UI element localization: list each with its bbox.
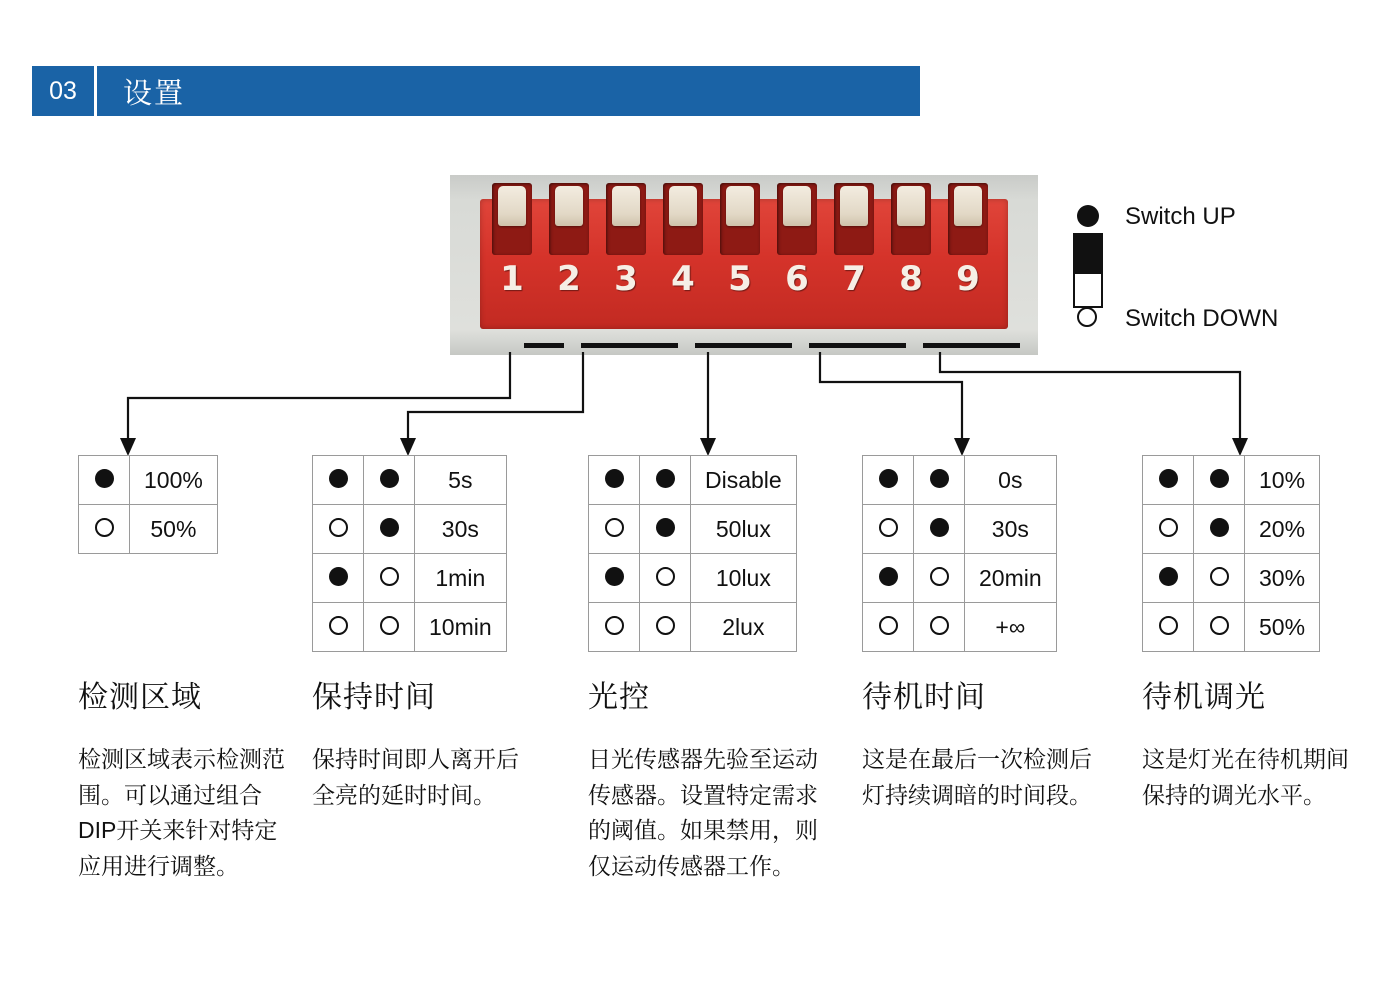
hollow-circle-icon bbox=[1210, 567, 1229, 586]
hollow-circle-icon bbox=[605, 518, 624, 537]
filled-circle-icon bbox=[1159, 567, 1178, 586]
column-body: 日光传感器先验至运动传感器。设置特定需求的阈值。如果禁用，则仅运动传感器工作。 bbox=[588, 746, 818, 879]
dip-lever-icon bbox=[726, 186, 754, 226]
dip-switch-3[interactable] bbox=[606, 183, 646, 255]
table-cell-value: 10min bbox=[415, 603, 507, 652]
table-row bbox=[313, 554, 507, 603]
dip-config-table bbox=[588, 455, 797, 652]
filled-circle-icon bbox=[1210, 518, 1229, 537]
filled-circle-icon bbox=[656, 469, 675, 488]
filled-circle-icon bbox=[930, 518, 949, 537]
dip-config-table bbox=[1142, 455, 1320, 652]
switch-up-icon bbox=[640, 505, 691, 554]
column-title: 检测区域 bbox=[78, 681, 202, 714]
switch-down-icon bbox=[863, 505, 914, 554]
switch-down-icon bbox=[364, 554, 415, 603]
switch-down-icon bbox=[1077, 307, 1097, 327]
filled-circle-icon bbox=[930, 469, 949, 488]
table-cell-value: 50lux bbox=[691, 505, 797, 554]
filled-circle-icon bbox=[656, 518, 675, 537]
table-cell-value: 50% bbox=[1245, 603, 1320, 652]
switch-up-icon bbox=[640, 456, 691, 505]
dip-config-table bbox=[862, 455, 1057, 652]
table-cell-value: 30s bbox=[415, 505, 507, 554]
switch-down-icon bbox=[589, 603, 640, 652]
table-detection-area bbox=[78, 455, 218, 554]
table-standby-dimming bbox=[1142, 455, 1320, 652]
column-standby-dimming bbox=[1142, 672, 1357, 813]
dip-config-table bbox=[312, 455, 507, 652]
switch-down-icon bbox=[1143, 505, 1194, 554]
dip-switch-number-8: 8 bbox=[899, 259, 923, 299]
switch-down-icon bbox=[863, 603, 914, 652]
dip-group-underline-4 bbox=[809, 343, 906, 348]
section-number: 03 bbox=[49, 76, 77, 105]
switch-down-icon bbox=[1194, 603, 1245, 652]
dip-switch-number-9: 9 bbox=[956, 259, 980, 299]
table-cell-value: +∞ bbox=[965, 603, 1057, 652]
table-row bbox=[79, 505, 218, 554]
switch-up-icon bbox=[1077, 205, 1099, 227]
switch-down-icon bbox=[313, 505, 364, 554]
switch-down-icon bbox=[914, 603, 965, 652]
dip-config-table bbox=[78, 455, 218, 554]
dip-group-underline-3 bbox=[695, 343, 792, 348]
switch-down-icon bbox=[589, 505, 640, 554]
dip-switch-1[interactable] bbox=[492, 183, 532, 255]
table-cell-value: 2lux bbox=[691, 603, 797, 652]
hollow-circle-icon bbox=[329, 616, 348, 635]
column-title: 光控 bbox=[588, 681, 650, 714]
column-standby-time bbox=[862, 672, 1097, 813]
table-row bbox=[1143, 505, 1320, 554]
dip-group-underline-1 bbox=[524, 343, 564, 348]
switch-down-icon bbox=[640, 603, 691, 652]
dip-group-underline-2 bbox=[581, 343, 678, 348]
section-title: 设置 bbox=[123, 77, 186, 110]
hollow-circle-icon bbox=[930, 567, 949, 586]
hollow-circle-icon bbox=[879, 616, 898, 635]
table-cell-value: 50% bbox=[130, 505, 218, 554]
hollow-circle-icon bbox=[879, 518, 898, 537]
table-cell-value: 1min bbox=[415, 554, 507, 603]
column-daylight-sensor bbox=[588, 672, 823, 885]
filled-circle-icon bbox=[605, 567, 624, 586]
filled-circle-icon bbox=[380, 518, 399, 537]
column-body: 这是在最后一次检测后灯持续调暗的时间段。 bbox=[862, 746, 1092, 808]
filled-circle-icon bbox=[380, 469, 399, 488]
dip-lever-icon bbox=[555, 186, 583, 226]
dip-switch-number-5: 5 bbox=[728, 259, 752, 299]
table-daylight-sensor bbox=[588, 455, 797, 652]
dip-switch-photo bbox=[450, 175, 1038, 355]
table-row bbox=[1143, 554, 1320, 603]
switch-down-icon bbox=[364, 603, 415, 652]
dip-switch-number-2: 2 bbox=[557, 259, 581, 299]
table-cell-value: 10% bbox=[1245, 456, 1320, 505]
switch-legend bbox=[1065, 195, 1365, 355]
hollow-circle-icon bbox=[1159, 518, 1178, 537]
column-body: 保持时间即人离开后全亮的延时时间。 bbox=[312, 746, 519, 808]
table-cell-value: 20min bbox=[965, 554, 1057, 603]
table-row bbox=[313, 505, 507, 554]
table-cell-value: 10lux bbox=[691, 554, 797, 603]
table-row bbox=[863, 603, 1057, 652]
hollow-circle-icon bbox=[930, 616, 949, 635]
legend-down-label: Switch DOWN bbox=[1125, 305, 1279, 332]
filled-circle-icon bbox=[879, 567, 898, 586]
hollow-circle-icon bbox=[380, 567, 399, 586]
filled-circle-icon bbox=[605, 469, 624, 488]
dip-lever-icon bbox=[897, 186, 925, 226]
switch-up-icon bbox=[914, 505, 965, 554]
filled-circle-icon bbox=[95, 469, 114, 488]
switch-down-icon bbox=[1143, 603, 1194, 652]
table-row bbox=[79, 456, 218, 505]
dip-switch-8[interactable] bbox=[891, 183, 931, 255]
switch-up-icon bbox=[1143, 554, 1194, 603]
table-row bbox=[589, 603, 797, 652]
switch-up-icon bbox=[364, 456, 415, 505]
table-row bbox=[589, 456, 797, 505]
dip-switch-4[interactable] bbox=[663, 183, 703, 255]
switch-position-icon bbox=[1073, 233, 1103, 301]
switch-up-icon bbox=[1194, 505, 1245, 554]
dip-switch-number-4: 4 bbox=[671, 259, 695, 299]
hollow-circle-icon bbox=[1159, 616, 1178, 635]
table-row bbox=[589, 554, 797, 603]
column-title: 待机调光 bbox=[1142, 681, 1266, 714]
dip-switch-number-7: 7 bbox=[842, 259, 866, 299]
dip-lever-icon bbox=[840, 186, 868, 226]
switch-up-icon bbox=[863, 456, 914, 505]
dip-switch-number-3: 3 bbox=[614, 259, 638, 299]
switch-up-icon bbox=[364, 505, 415, 554]
hollow-circle-icon bbox=[656, 567, 675, 586]
hollow-circle-icon bbox=[1210, 616, 1229, 635]
hollow-circle-icon bbox=[605, 616, 624, 635]
switch-bar-top bbox=[1073, 233, 1103, 272]
dip-switch-number-1: 1 bbox=[500, 259, 524, 299]
dip-group-underline-5 bbox=[923, 343, 1020, 348]
table-cell-value: 100% bbox=[130, 456, 218, 505]
hollow-circle-icon bbox=[95, 518, 114, 537]
dip-switch-6[interactable] bbox=[777, 183, 817, 255]
dip-lever-icon bbox=[954, 186, 982, 226]
switch-up-icon bbox=[863, 554, 914, 603]
filled-circle-icon bbox=[329, 567, 348, 586]
dip-switch-9[interactable] bbox=[948, 183, 988, 255]
hollow-circle-icon bbox=[380, 616, 399, 635]
switch-down-icon bbox=[640, 554, 691, 603]
table-cell-value: 30s bbox=[965, 505, 1057, 554]
table-cell-value: 20% bbox=[1245, 505, 1320, 554]
table-row bbox=[1143, 603, 1320, 652]
switch-up-icon bbox=[1194, 456, 1245, 505]
hollow-circle-icon bbox=[656, 616, 675, 635]
switch-up-icon bbox=[79, 456, 130, 505]
dip-lever-icon bbox=[669, 186, 697, 226]
table-cell-value: 30% bbox=[1245, 554, 1320, 603]
switch-up-icon bbox=[589, 456, 640, 505]
column-hold-time bbox=[312, 672, 527, 813]
table-cell-value: 5s bbox=[415, 456, 507, 505]
switch-up-icon bbox=[313, 456, 364, 505]
column-body: 检测区域表示检测范围。可以通过组合 DIP开关来针对特定应用进行调整。 bbox=[78, 746, 285, 879]
switch-bar-bottom bbox=[1073, 272, 1103, 308]
table-row bbox=[313, 603, 507, 652]
switch-down-icon bbox=[79, 505, 130, 554]
dip-lever-icon bbox=[612, 186, 640, 226]
table-cell-value: Disable bbox=[691, 456, 797, 505]
table-row bbox=[863, 554, 1057, 603]
switch-up-icon bbox=[914, 456, 965, 505]
switch-up-icon bbox=[589, 554, 640, 603]
dip-lever-icon bbox=[783, 186, 811, 226]
switch-down-icon bbox=[1194, 554, 1245, 603]
table-row bbox=[589, 505, 797, 554]
dip-switch-number-6: 6 bbox=[785, 259, 809, 299]
filled-circle-icon bbox=[879, 469, 898, 488]
table-row bbox=[313, 456, 507, 505]
table-cell-value: 0s bbox=[965, 456, 1057, 505]
table-row bbox=[863, 505, 1057, 554]
dip-switch-5[interactable] bbox=[720, 183, 760, 255]
table-row bbox=[863, 456, 1057, 505]
column-title: 保持时间 bbox=[312, 681, 436, 714]
table-standby-time bbox=[862, 455, 1057, 652]
column-title: 待机时间 bbox=[862, 681, 986, 714]
column-detection-area bbox=[78, 672, 293, 885]
hollow-circle-icon bbox=[329, 518, 348, 537]
table-row bbox=[1143, 456, 1320, 505]
filled-circle-icon bbox=[1159, 469, 1178, 488]
switch-up-icon bbox=[1143, 456, 1194, 505]
dip-switch-7[interactable] bbox=[834, 183, 874, 255]
switch-down-icon bbox=[313, 603, 364, 652]
filled-circle-icon bbox=[329, 469, 348, 488]
table-hold-time bbox=[312, 455, 507, 652]
switch-down-icon bbox=[914, 554, 965, 603]
legend-up-label: Switch UP bbox=[1125, 203, 1236, 230]
section-header bbox=[32, 66, 920, 116]
dip-switch-2[interactable] bbox=[549, 183, 589, 255]
switch-up-icon bbox=[313, 554, 364, 603]
filled-circle-icon bbox=[1210, 469, 1229, 488]
column-body: 这是灯光在待机期间保持的调光水平。 bbox=[1142, 746, 1349, 808]
dip-lever-icon bbox=[498, 186, 526, 226]
